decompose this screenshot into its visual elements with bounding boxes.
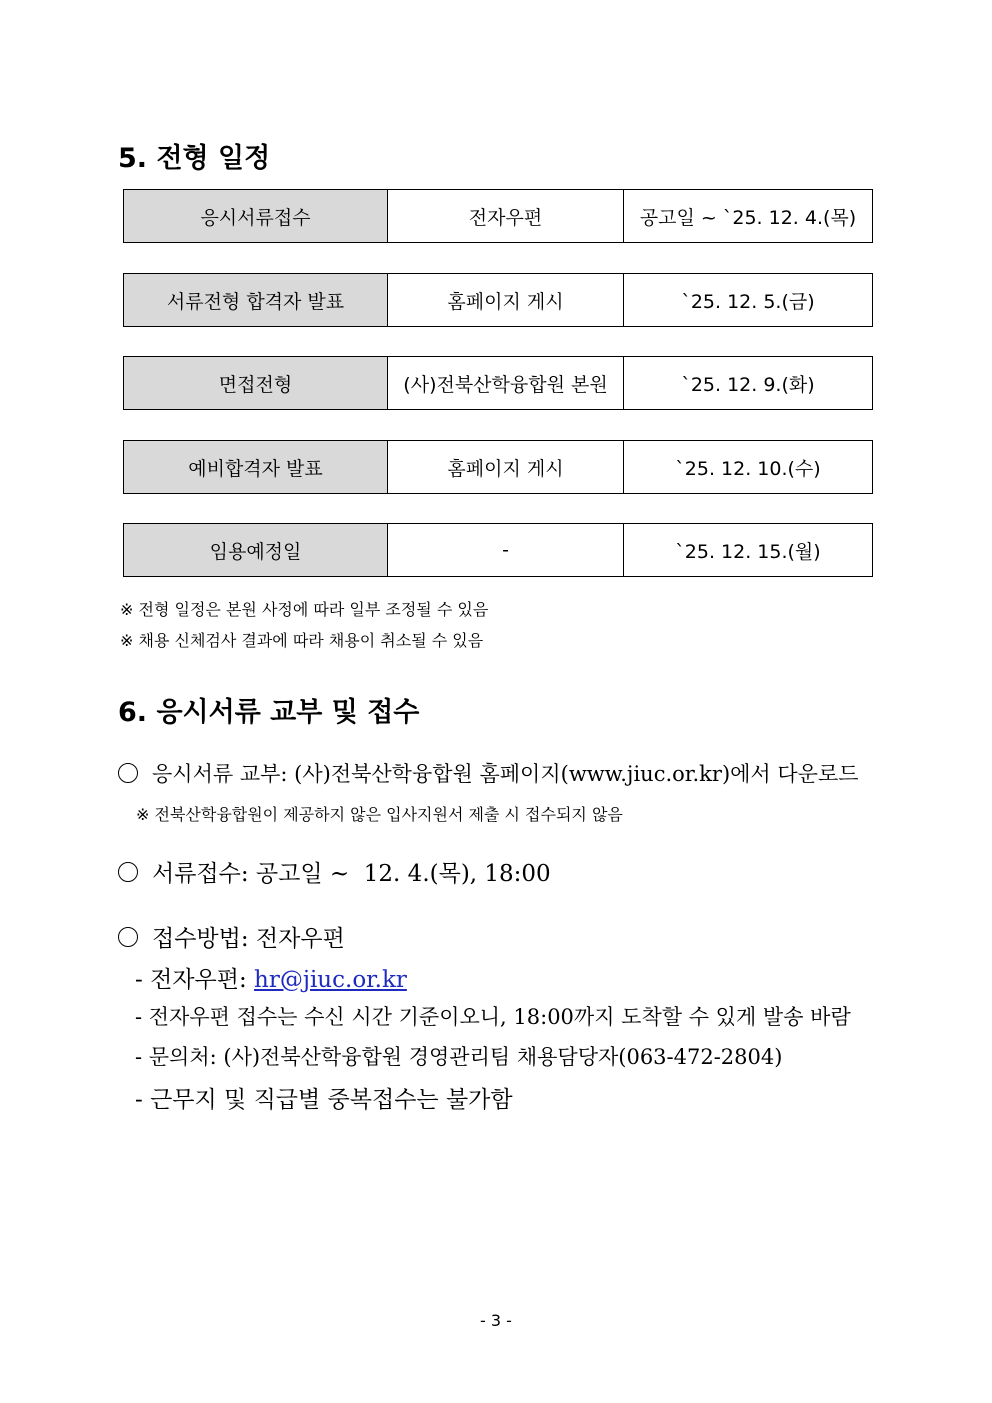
email-line [135,961,407,994]
circle-bullet-icon [118,763,138,783]
schedule-row [123,440,873,494]
sub-line: - 문의처: (사)전북산학융합원 경영관리팀 채용담당자(063-472-2804) [135,1045,783,1069]
stage-cell: 임용예정일 [124,524,388,576]
schedule-row [123,356,873,410]
schedule-note: ※ 채용 신체검사 결과에 따라 채용이 취소될 수 있음 [120,631,484,650]
circle-bullet-icon [118,862,138,882]
bullet-text: 응시서류 교부: (사)전북산학융합원 홈페이지(www.jiuc.or.kr)에서 다운로드 [152,762,859,786]
page-number: - 3 - [480,1311,512,1330]
bullet-text: 접수방법: 전자우편 [152,926,345,952]
bullet-distribution [118,758,859,788]
schedule-row [123,189,873,243]
schedule-row [123,523,873,577]
distribution-note: ※ 전북산학융합원이 제공하지 않은 입사지원서 제출 시 접수되지 않음 [136,805,623,824]
method-cell: 홈페이지 게시 [388,274,624,326]
schedule-note: ※ 전형 일정은 본원 사정에 따라 일부 조정될 수 있음 [120,600,489,619]
stage-cell: 응시서류접수 [124,190,388,242]
bullet-method [118,920,345,953]
date-cell: `25. 12. 9.(화) [681,373,815,396]
stage-cell: 예비합격자 발표 [124,441,388,493]
method-cell: 전자우편 [388,190,624,242]
method-cell: - [388,524,624,576]
email-label: - 전자우편: [135,967,255,993]
method-cell: 홈페이지 게시 [388,441,624,493]
email-link[interactable]: hr@jiuc.or.kr [254,967,407,993]
bullet-receipt [118,855,551,888]
date-cell: `25. 12. 10.(수) [675,457,821,480]
stage-cell: 면접전형 [124,357,388,409]
date-cell: `25. 12. 5.(금) [681,290,815,313]
method-cell: (사)전북산학융합원 본원 [388,357,624,409]
date-cell: 공고일 ~ `25. 12. 4.(목) [639,206,857,229]
sub-line: - 근무지 및 직급별 중복접수는 불가함 [135,1087,513,1113]
sub-line: - 전자우편 접수는 수신 시간 기준이오니, 18:00까지 도착할 수 있게 발송 바람 [135,1005,851,1029]
circle-bullet-icon [118,927,138,947]
schedule-row [123,273,873,327]
section6-title: 6. 응시서류 교부 및 접수 [118,697,420,728]
stage-cell: 서류전형 합격자 발표 [124,274,388,326]
date-cell: `25. 12. 15.(월) [675,540,821,563]
bullet-text: 서류접수: 공고일 ~ 12. 4.(목), 18:00 [152,861,551,887]
section5-title: 5. 전형 일정 [118,143,271,174]
